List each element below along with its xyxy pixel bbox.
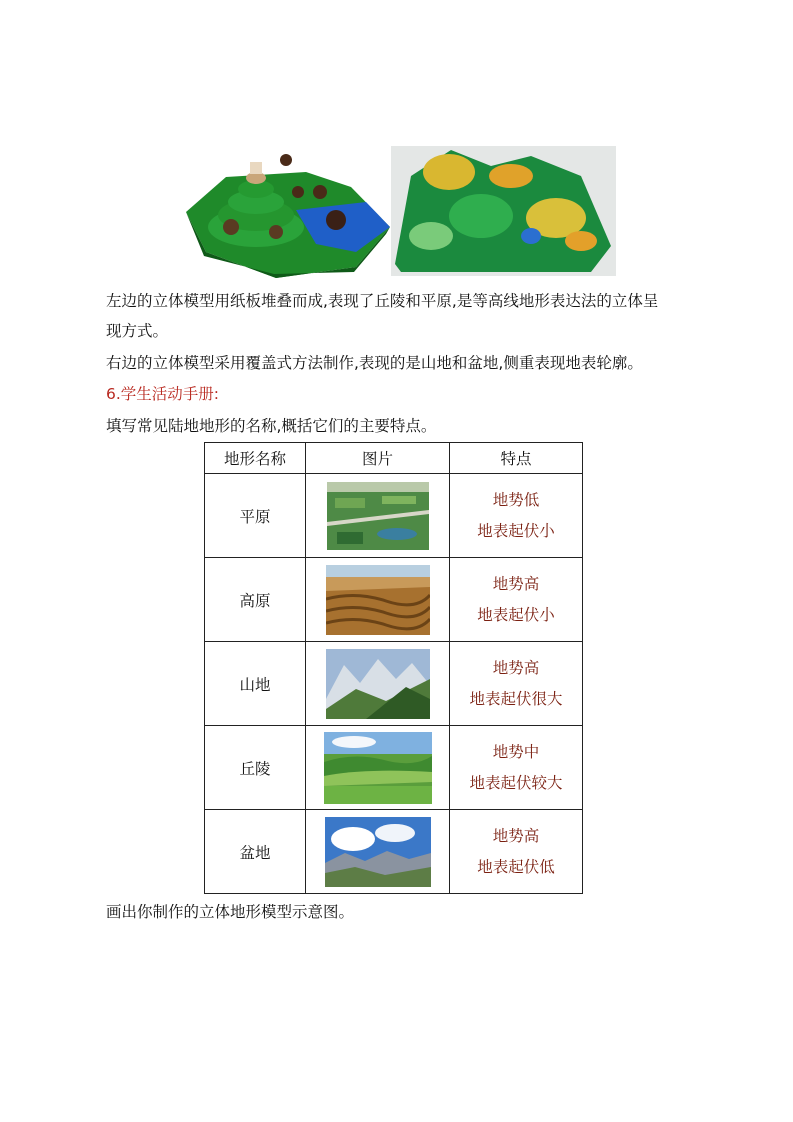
footer-instruction: 画出你制作的立体地形模型示意图。 — [106, 903, 355, 921]
feature-cell — [450, 474, 583, 558]
plateau-photo — [326, 565, 430, 635]
header-picture: 图片 — [306, 443, 450, 474]
mountain-photo — [326, 649, 430, 719]
feature-relief: 地表起伏低 — [477, 857, 555, 876]
table-row — [205, 474, 583, 558]
feature-cell — [450, 642, 583, 726]
basin-photo — [325, 817, 431, 887]
terrain-name: 山地 — [205, 642, 306, 726]
terrain-name: 盆地 — [205, 810, 306, 894]
table-row — [205, 558, 583, 642]
paragraph-line-1: 左边的立体模型用纸板堆叠而成,表现了丘陵和平原,是等高线地形表达法的立体呈 — [106, 292, 659, 310]
feature-relief: 地表起伏很大 — [469, 689, 563, 708]
feature-elevation: 地势高 — [492, 658, 540, 677]
terrain-name: 高原 — [205, 558, 306, 642]
plain-photo — [327, 482, 429, 550]
table-row — [205, 810, 583, 894]
table-header-row — [205, 443, 583, 474]
feature-cell — [450, 810, 583, 894]
feature-relief: 地表起伏小 — [477, 605, 555, 624]
terrain-table — [204, 442, 583, 894]
instruction-text: 填写常见陆地地形的名称,概括它们的主要特点。 — [106, 417, 437, 435]
hills-photo — [324, 732, 432, 804]
feature-cell — [450, 726, 583, 810]
stacked-cardboard-model-photo — [186, 152, 390, 278]
header-features: 特点 — [450, 443, 583, 474]
feature-elevation: 地势低 — [492, 490, 540, 509]
plateau-photo-cell — [306, 558, 450, 642]
paragraph-line-2: 现方式。 — [106, 322, 169, 340]
feature-relief: 地表起伏小 — [477, 521, 555, 540]
plain-photo-cell — [306, 474, 450, 558]
basin-photo-cell — [306, 810, 450, 894]
table-row — [205, 642, 583, 726]
section-heading: 6.学生活动手册: — [106, 385, 220, 403]
feature-cell — [450, 558, 583, 642]
terrain-name: 平原 — [205, 474, 306, 558]
table-row — [205, 726, 583, 810]
feature-relief: 地表起伏较大 — [469, 773, 563, 792]
feature-elevation: 地势高 — [492, 574, 540, 593]
covered-terrain-model-photo — [391, 146, 616, 276]
feature-elevation: 地势高 — [492, 826, 540, 845]
feature-elevation: 地势中 — [492, 742, 540, 761]
terrain-name: 丘陵 — [205, 726, 306, 810]
hills-photo-cell — [306, 726, 450, 810]
header-terrain-name: 地形名称 — [205, 443, 306, 474]
paragraph-line-3: 右边的立体模型采用覆盖式方法制作,表现的是山地和盆地,侧重表现地表轮廓。 — [106, 354, 643, 372]
mountain-photo-cell — [306, 642, 450, 726]
